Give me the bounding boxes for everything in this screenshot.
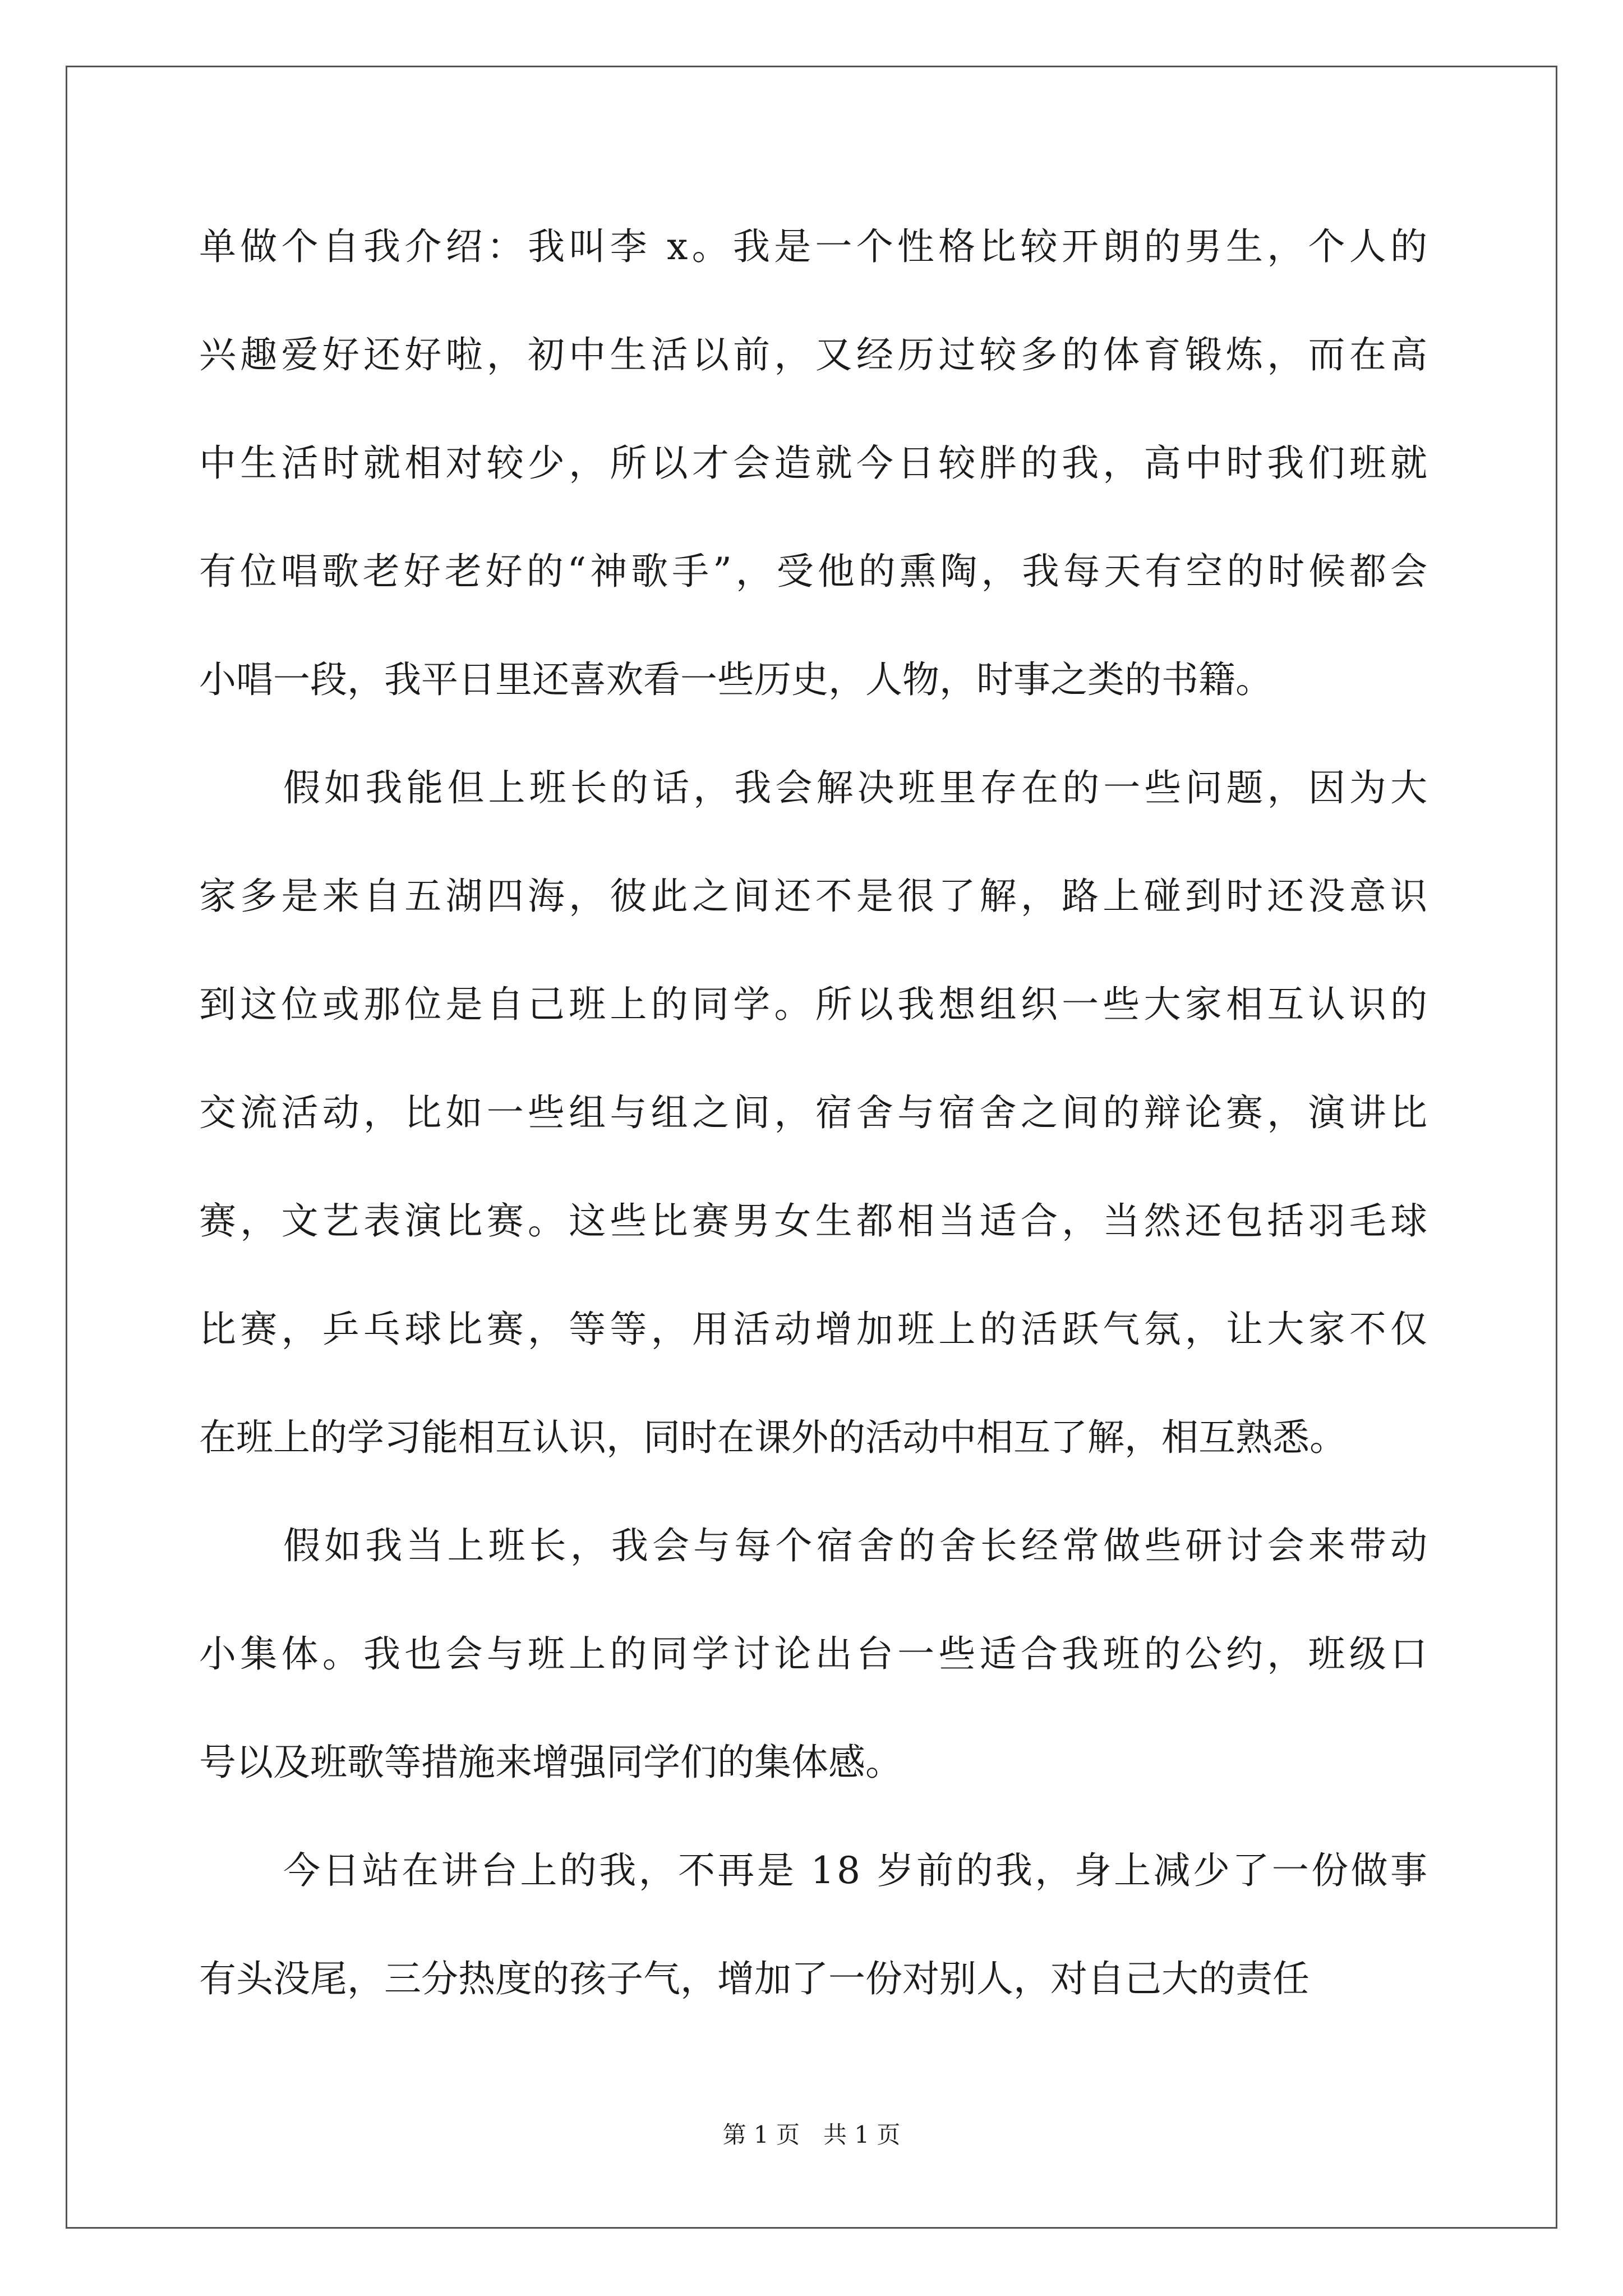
text-line: 到这位或那位是自己班上的同学。所以我想组织一些大家相互认识的: [199, 983, 1432, 1026]
text-line: 小唱一段，我平日里还喜欢看一些历史，人物，时事之类的书籍。: [199, 658, 1272, 701]
text-line: 单做个自我介绍：我叫李 x。我是一个性格比较开朗的男生，个人的: [199, 225, 1432, 268]
text-line: 号以及班歌等措施来增强同学们的集体感。: [199, 1741, 902, 1784]
text-line: 家多是来自五湖四海，彼此之间还不是很了解，路上碰到时还没意识: [199, 875, 1432, 918]
text-line: 假如我当上班长，我会与每个宿舍的舍长经常做些研讨会来带动: [283, 1524, 1432, 1567]
text-line: 在班上的学习能相互认识，同时在课外的活动中相互了解，相互熟悉。: [199, 1416, 1347, 1459]
page-footer: 第 1 页 共 1 页: [722, 2121, 901, 2148]
text-line: 小集体。我也会与班上的同学讨论出台一些适合我班的公约，班级口: [199, 1632, 1432, 1676]
text-line: 比赛，乒乓球比赛，等等，用活动增加班上的活跃气氛，让大家不仅: [199, 1308, 1432, 1351]
text-line: 今日站在讲台上的我，不再是 18 岁前的我，身上减少了一份做事: [283, 1849, 1430, 1892]
text-line: 有头没尾，三分热度的孩子气，增加了一份对别人，对自己大的责任: [199, 1957, 1310, 2000]
text-line: 交流活动，比如一些组与组之间，宿舍与宿舍之间的辩论赛，演讲比: [199, 1091, 1432, 1134]
text-line: 假如我能但上班长的话，我会解决班里存在的一些问题，因为大: [283, 766, 1432, 809]
text-line: 赛，文艺表演比赛。这些比赛男女生都相当适合，当然还包括羽毛球: [199, 1199, 1432, 1243]
text-line: 兴趣爱好还好啦，初中生活以前，又经历过较多的体育锻炼，而在高: [199, 333, 1432, 376]
text-line: 中生活时就相对较少，所以才会造就今日较胖的我，高中时我们班就: [199, 441, 1432, 485]
text-line: 有位唱歌老好老好的“神歌手”，受他的熏陶，我每天有空的时候都会: [199, 550, 1431, 593]
